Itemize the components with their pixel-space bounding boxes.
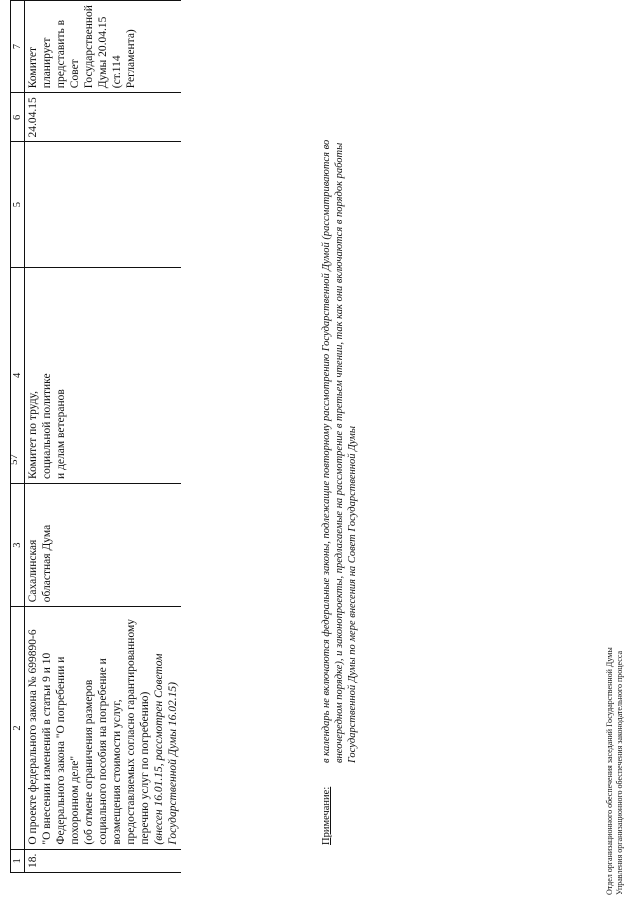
bill-submission-line: Государственной Думы 16.02.15) xyxy=(167,682,179,845)
calendar-table xyxy=(10,0,181,873)
bill-title-cell xyxy=(25,607,182,849)
note-text xyxy=(320,3,359,763)
result-line: Комитет планирует xyxy=(27,37,53,89)
note-line: внеочередном порядке), и законопроекты, предлагаемые на рассмотрение в третьем чтении, так как они включаются в порядок работы xyxy=(334,142,345,763)
result-line: представить в Совет xyxy=(55,19,81,89)
footer xyxy=(605,647,625,895)
column-header-1: 1 xyxy=(11,849,25,872)
committee-line: Комитет по труду, xyxy=(27,390,39,479)
bill-title-line: возмещения стоимости услуг, xyxy=(111,699,123,845)
column-5-cell xyxy=(25,142,182,267)
author-line: областная Дума xyxy=(41,524,53,603)
column-header-7: 7 xyxy=(11,1,25,93)
column-header-4: 4 xyxy=(11,267,25,483)
result-line: Государственной xyxy=(83,5,95,89)
result-line: Думы 20.04.15 xyxy=(97,16,109,89)
result-line: (ст.114 Регламента) xyxy=(111,29,137,89)
date-cell: 24.04.15 xyxy=(25,93,182,142)
bill-title-line: (об отмене ограничения размеров xyxy=(83,679,95,845)
result-cell xyxy=(25,1,182,93)
footer-line: Управления организационного обеспечения законодательного процесса xyxy=(615,650,624,895)
committee-line: и делам ветеранов xyxy=(55,389,67,479)
bill-title-line: предоставляемых согласно гарантированному xyxy=(125,618,137,845)
note-line: в календарь не включаются федеральные законы, подлежащие повторному рассмотрению Государственной Думой (рассматриваются во xyxy=(321,139,332,763)
column-header-2: 2 xyxy=(11,607,25,849)
page-number: 57 xyxy=(8,454,20,465)
bill-title-line: Федерального закона "О погребении и xyxy=(55,656,67,845)
note-label: Примечание: xyxy=(321,786,332,845)
bill-title-line: социального пособия на погребение и xyxy=(97,658,109,845)
bill-title-line: О проекте федерального закона № 699890-6 xyxy=(27,629,39,845)
committee-cell xyxy=(25,267,182,483)
column-header-6: 6 xyxy=(11,93,25,142)
bill-title-line: перечню услуг по погребению) xyxy=(139,691,151,845)
bill-submission-line: (внесен 16.01.15, рассмотрен Советом xyxy=(153,653,165,845)
note-line: Государственной Думы по мере внесения на Совет Государственной Думы xyxy=(347,426,358,763)
author-cell xyxy=(25,483,182,606)
column-header-3: 3 xyxy=(11,483,25,606)
footer-line: Отдел организационного обеспечения заседаний Государственной Думы xyxy=(605,647,614,895)
bill-title-line: "О внесении изменений в статьи 9 и 10 xyxy=(41,652,53,845)
bill-title-line: похоронном деле" xyxy=(69,755,81,845)
column-header-5: 5 xyxy=(11,142,25,267)
author-line: Сахалинская xyxy=(27,539,39,603)
committee-line: социальной политике xyxy=(41,373,53,479)
table-row xyxy=(25,1,182,873)
header-row xyxy=(11,1,25,873)
row-number: 18. xyxy=(25,849,182,872)
